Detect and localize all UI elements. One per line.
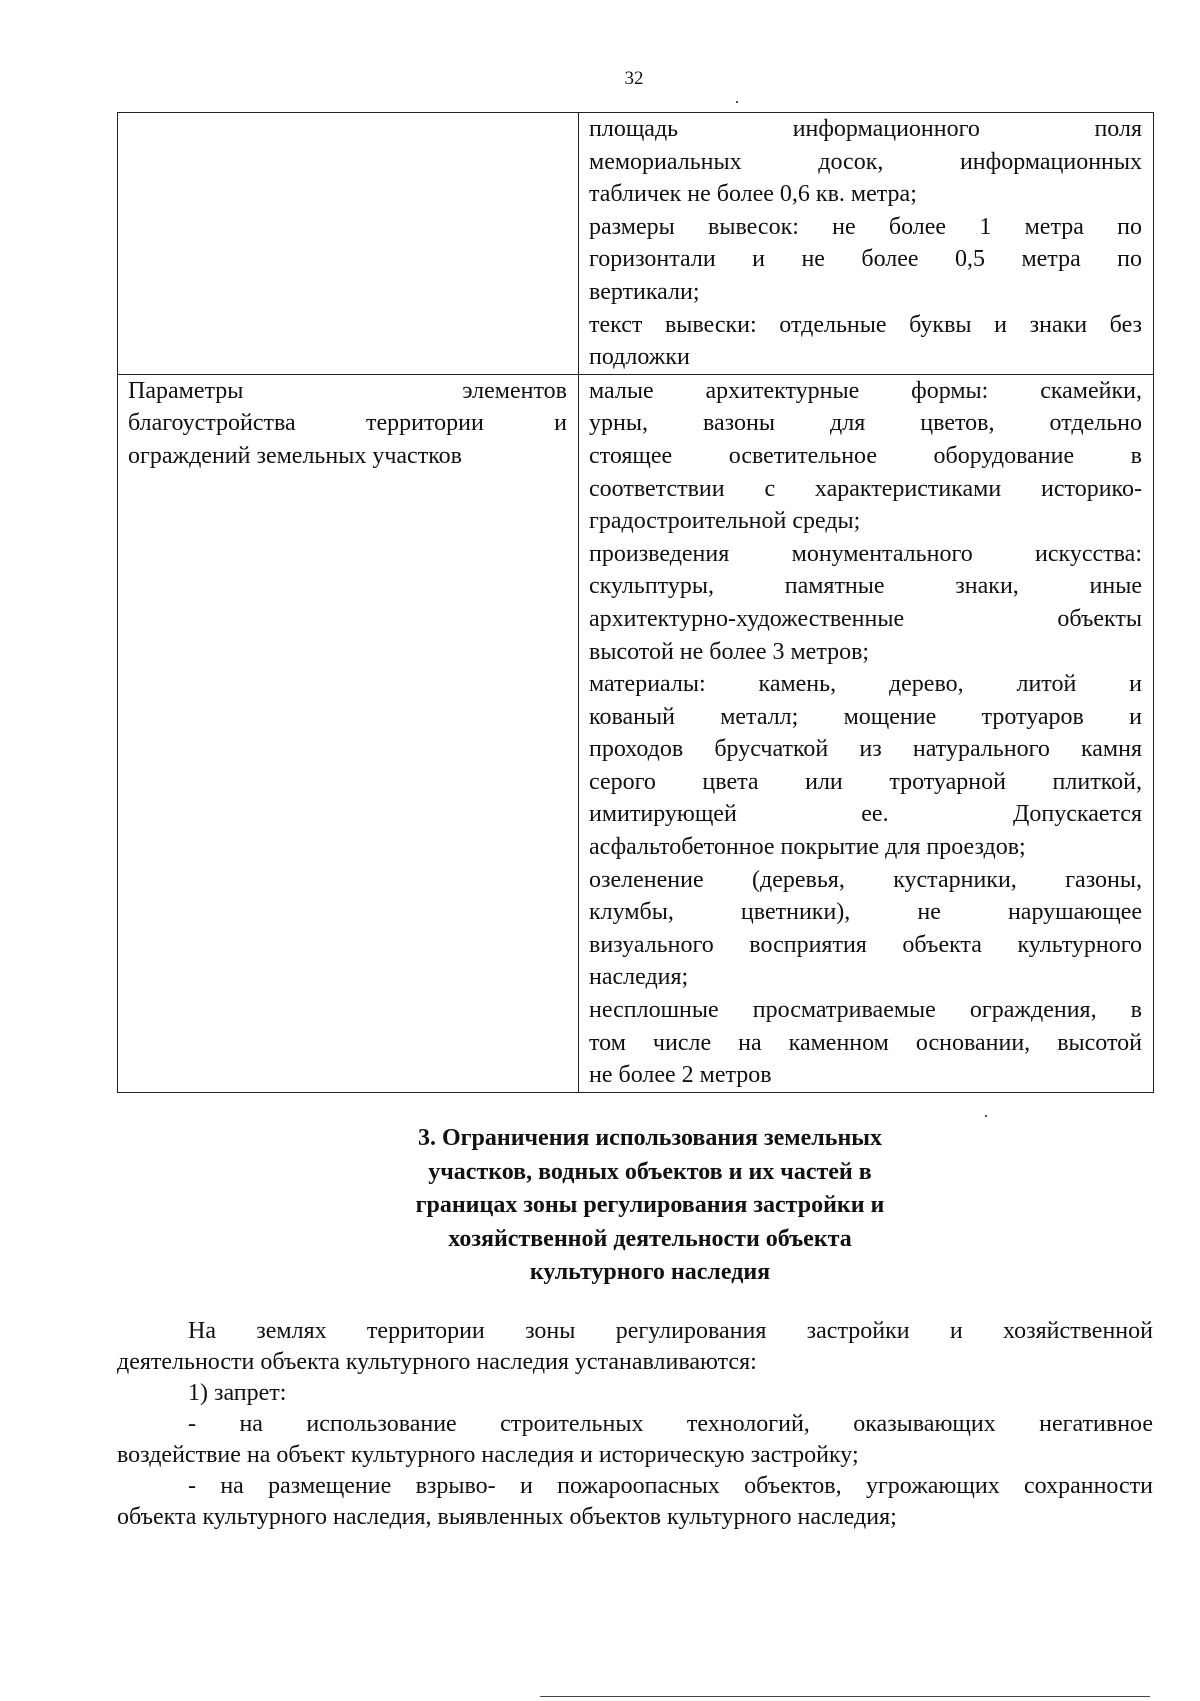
body-text-line: - на использование строительных технологий, оказывающих негативное (188, 1411, 1153, 1437)
cell-text-line: площадь информационного поля (589, 116, 1142, 142)
section-heading-line: 3. Ограничения использования земельных (417, 1125, 883, 1151)
cell-text-line: серого цвета или тротуарной плиткой, (589, 768, 1142, 795)
parameters-table (117, 112, 1154, 1093)
cell-text-line: клумбы, цветники), не нарушающее (589, 899, 1142, 926)
body-text-line: объекта культурного наследия, выявленных объектов культурного наследия; (117, 1504, 897, 1530)
table-cell-parameter-name (118, 374, 579, 1092)
table-cell-signage (579, 113, 1154, 375)
scan-artifact-dot (736, 101, 738, 103)
cell-text-line: скульптуры, памятные знаки, иные (589, 573, 1142, 600)
cell-text-line: произведения монументального искусства: (589, 540, 1142, 567)
cell-text-line: не более 2 метров (589, 1062, 772, 1089)
body-text-line: деятельности объекта культурного наследия устанавливаются: (117, 1349, 757, 1375)
cell-text-line: несплошные просматриваемые ограждения, в (589, 997, 1142, 1024)
cell-text-line: материалы: камень, дерево, литой и (589, 671, 1142, 698)
body-text-line: 1) запрет: (188, 1380, 287, 1406)
scan-artifact-dot (985, 1115, 987, 1117)
section-heading-line: границах зоны регулирования застройки и (415, 1192, 885, 1219)
body-text-line: воздействие на объект культурного наследия и историческую застройку; (117, 1442, 859, 1468)
cell-text-line: благоустройства территории и (128, 410, 567, 437)
section-heading-line: хозяйственной деятельности объекта (448, 1225, 852, 1252)
cell-text-line: том числе на каменном основании, высотой (589, 1029, 1142, 1056)
table-cell-empty (118, 113, 579, 375)
cell-text-line: кованый металл; мощение тротуаров и (589, 703, 1142, 730)
cell-text-line: подложки (589, 344, 690, 371)
cell-text-line: размеры вывесок: не более 1 метра по (589, 213, 1142, 240)
page-number: 32 (624, 68, 644, 89)
body-text-line: На землях территории зоны регулирования застройки и хозяйственной (188, 1318, 1153, 1344)
footer-rule (540, 1696, 1150, 1697)
cell-text-line: ограждений земельных участков (128, 442, 462, 469)
cell-text-line: текст вывески: отдельные буквы и знаки без (589, 311, 1142, 338)
table-cell-parameter-values (579, 374, 1154, 1092)
section-heading-line: участков, водных объектов и их частей в (428, 1158, 872, 1185)
body-text-line: - на размещение взрыво- и пожароопасных объектов, угрожающих сохранности (188, 1473, 1153, 1499)
cell-text-line: урны, вазоны для цветов, отдельно (589, 410, 1142, 437)
cell-text-line: соответствии с характеристиками историко- (589, 475, 1142, 502)
cell-text-line: озеленение (деревья, кустарники, газоны, (589, 866, 1142, 893)
table-row (118, 113, 1154, 375)
section-heading (300, 1122, 1000, 1290)
cell-text-line: градостроительной среды; (589, 508, 861, 535)
cell-text-line: Параметры элементов (128, 377, 567, 404)
cell-text-line: визуального восприятия объекта культурного (589, 931, 1142, 958)
cell-text-line: высотой не более 3 метров; (589, 638, 870, 665)
cell-text-line: малые архитектурные формы: скамейки, (589, 377, 1142, 404)
cell-text-line: мемориальных досок, информационных (589, 148, 1142, 175)
cell-text-line: проходов брусчаткой из натурального камня (589, 736, 1142, 763)
table-row (118, 374, 1154, 1092)
cell-text-line: табличек не более 0,6 кв. метра; (589, 181, 917, 208)
cell-text-line: вертикали; (589, 278, 700, 305)
cell-text-line: наследия; (589, 964, 689, 991)
section-heading-line: культурного наследия (529, 1259, 771, 1286)
cell-text-line: архитектурно-художественные объекты (589, 605, 1142, 632)
cell-text-line: имитирующей ее. Допускается (589, 801, 1142, 828)
cell-text-line: стоящее осветительное оборудование в (589, 442, 1142, 469)
cell-text-line: асфальтобетонное покрытие для проездов; (589, 834, 1026, 861)
body-paragraphs (117, 1316, 1153, 1533)
cell-text-line: горизонтали и не более 0,5 метра по (589, 246, 1142, 273)
